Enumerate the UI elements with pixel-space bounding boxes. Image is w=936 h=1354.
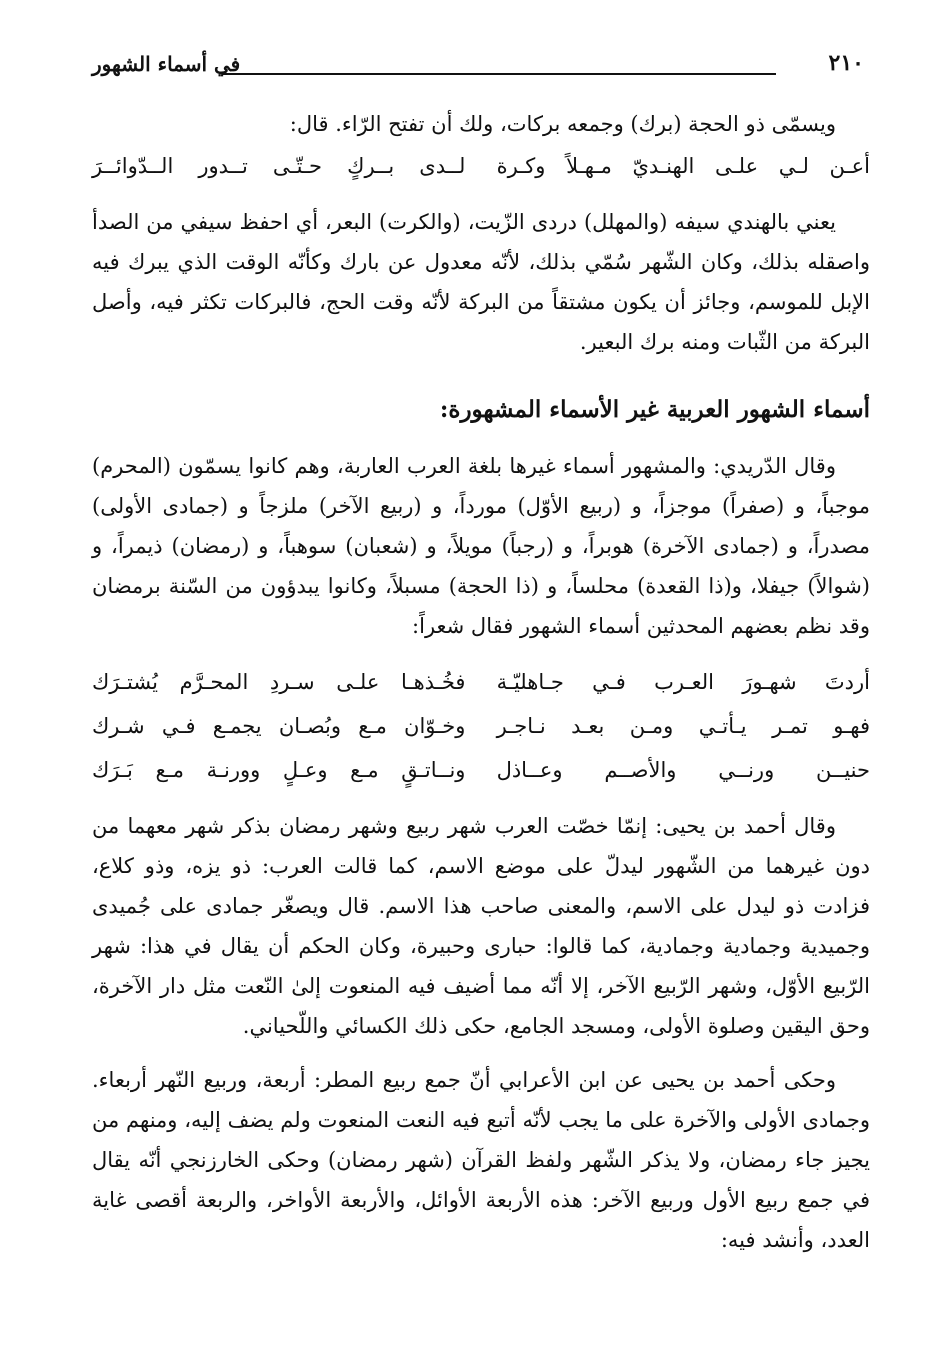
section-heading: أسماء الشهور العربية غير الأسماء المشهورة:	[439, 396, 870, 423]
verse-hemistich-first: فهـو تمـر يـأتـي ومـن بعـد نـاجـر	[496, 714, 870, 738]
verse-line	[92, 144, 870, 188]
verse-line	[92, 748, 870, 792]
page-number: ٢١٠	[828, 50, 864, 76]
header-rule	[222, 73, 776, 75]
verse-hemistich-first: أعـن لـي علـى الهنـديّ مـهـلاً وكـرة	[496, 154, 870, 178]
verse-line	[92, 704, 870, 748]
paragraph-4: وقال أحمد بن يحيى: إنمّا خصّت العرب شهر ربيع وشهر رمضان بذكر شهر معهما من دون غيرهما من الشّهور ليدلّ على موضع الاسم، كما قالت العرب: ذو يزه، وذو كلاع، فزادت ذو ليدل على الاسم، والمعنى صاحب هذا الاسم. قال ويصغّر جمادى على جُميدى وجميدية وجمادية وجمادية، كما قالوا: حبارى وحبيرة، وكان الحكم أن يقال في هذا: شهر الرّبيع الأوّل، وشهر الرّبيع الآخر، إلا أنّه مما أضيف فيه المنعوت إلىٰ النّعت مثل دار الآخرة، وحق اليقين وصلوة الأولى، ومسجد الجامع، حكى ذلك الكسائي واللّحياني.	[92, 814, 870, 1038]
page-header	[92, 50, 864, 90]
verse-hemistich-first: أردتَ شهـورَ العـرب فـي جـاهليّـة	[496, 670, 870, 694]
verse-line	[92, 660, 870, 704]
paragraph-5: وحكى أحمد بن يحيى عن ابن الأعرابي أنّ جمع ربيع المطر: أربعة، وربيع النّهر أربعاء. وجمادى الأولى والآخرة على ما يجب لأنّه أتبع فيه النعت المنعوت ولم يضف إليه، ومنهم من يجيز جاء رمضان، ولا يذكر الشّهر ولفظ القرآن (شهر رمضان) وحكى الخارزنجي أنّه يقال في جمع ربيع الأول وربيع الآخر: هذه الأربعة الأوائل، والأربعة الأواخر، والربعة أقصى غاية العدد، وأنشد فيه:	[92, 1068, 870, 1252]
page-body	[92, 104, 870, 1260]
paragraph-3: وقال الدّريدي: والمشهور أسماء غيرها بلغة العرب العاربة، وهم كانوا يسمّون (المحرم) موجباً، و (صفراً) موجزاً، و (ربيع الأوّل) مورداً، و (ربيع الآخر) ملزجاً و (جمادى الأولى) مصدراً، و (جمادى الآخرة) هوبراً، و (رجباً) مويلاً، و (شعبان) سوهباً، و (رمضان) ذيمراً، و (شوالاً) جيفلا، و(ذا القعدة) محلساً، و (ذا الحجة) مسبلاً، وكانوا يبدؤون من السّنة برمضان وقد نظم بعضهم المحدثين أسماء الشهور فقال شعراً:	[92, 454, 870, 638]
paragraph-1: ويسمّى ذو الحجة (برك) وجمعه بركات، ولك أن تفتح الرّاء. قال:	[289, 112, 836, 136]
verse-hemistich-first: حنيــن ورنــي والأصــم وعــاذل	[496, 758, 870, 782]
verse-hemistich-second: وخـوّان مـع وبُصـان يجمـع فـي شـرك	[92, 714, 466, 738]
paragraph-2: يعني بالهندي سيفه (والمهلل) دردى الزّيت، (والكرت) البعر، أي احفظ سيفي من الصدأ واصقله بذلك، وكان الشّهر سُمّي بذلك، لأنّه معدول عن بارك وكأنّه الوقت الذي يبرك فيه الإبل للموسم، وجائز أن يكون مشتقاً من البركة لأنّه وقت الحج، فالبركات تكثر فيه، وأصل البركة من الثّبات ومنه برك البعير.	[92, 210, 870, 354]
verse-hemistich-second: فخُـذهـا علـى سـردِ المحـرَّم يُشتـرَك	[92, 670, 466, 694]
verse-hemistich-second: ونــاتـقٍ مـع وعـلٍ وورنـة مـع بَـرَك	[92, 758, 466, 782]
verse-hemistich-second: لــدى بــركٍ حـتّـى تــدور الــدّوائــرَ	[92, 154, 466, 178]
running-title: في أسماء الشهور	[92, 52, 241, 76]
